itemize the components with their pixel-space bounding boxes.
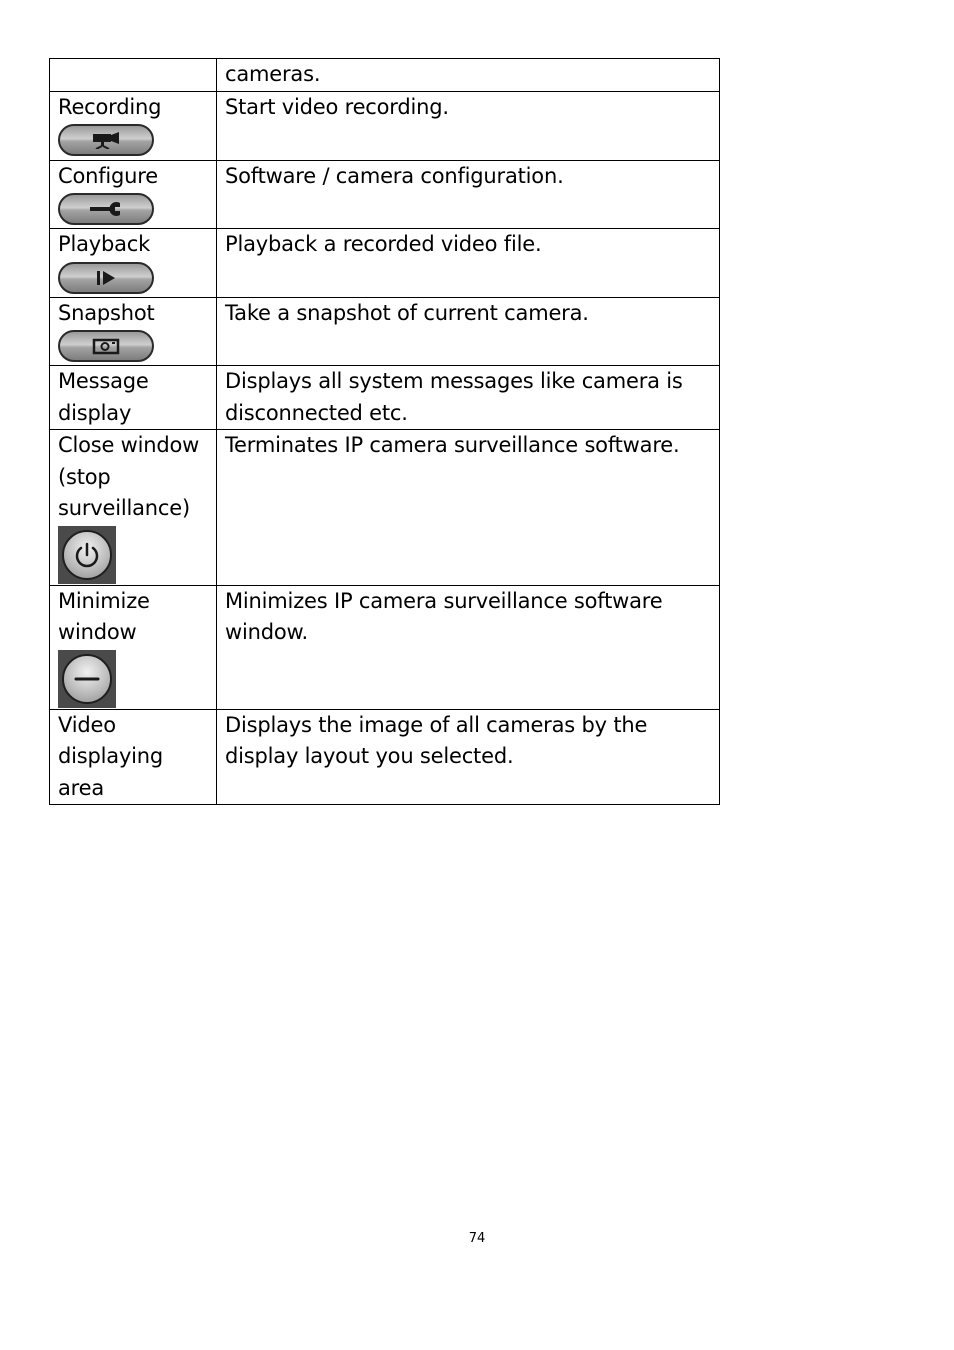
wrench-icon	[88, 201, 124, 217]
description-cell: Software / camera configuration.	[217, 160, 720, 229]
configure-button	[58, 193, 154, 225]
description-cell: Take a snapshot of current camera.	[217, 297, 720, 366]
table-row	[50, 585, 720, 709]
table-row	[50, 366, 720, 430]
video-camera-icon	[89, 131, 123, 149]
description-cell: Terminates IP camera surveillance software.	[217, 430, 720, 586]
table-row	[50, 297, 720, 366]
term-label: Playback	[58, 232, 151, 256]
term-cell	[50, 585, 217, 709]
term-cell	[50, 229, 217, 298]
term-cell	[50, 59, 217, 92]
term-label: Snapshot	[58, 300, 155, 325]
table-row	[50, 91, 720, 160]
feature-table	[49, 58, 720, 805]
power-icon	[72, 540, 102, 570]
minimize-window-button	[58, 650, 116, 708]
term-cell	[50, 297, 217, 366]
term-cell	[50, 160, 217, 229]
term-cell	[50, 430, 217, 586]
term-cell	[50, 91, 217, 160]
description-cell: Start video recording.	[217, 91, 720, 160]
page-number: 74	[468, 1231, 486, 1246]
description-cell: Minimizes IP camera surveillance software window.	[217, 585, 720, 709]
description-cell: cameras.	[217, 59, 720, 92]
term-label: Configure	[58, 163, 158, 188]
recording-button	[58, 124, 154, 156]
term-label: Recording	[58, 94, 162, 119]
table-row	[50, 59, 720, 92]
term-cell: Video displaying area	[50, 709, 217, 805]
description-cell: Playback a recorded video file.	[217, 229, 720, 298]
close-window-button	[58, 526, 116, 584]
term-cell: Message display	[50, 366, 217, 430]
play-icon	[95, 269, 117, 287]
playback-button	[58, 262, 154, 294]
table-row	[50, 430, 720, 586]
description-cell: Displays all system messages like camera is disconnected etc.	[217, 366, 720, 430]
table-row	[50, 160, 720, 229]
description-cell: Displays the image of all cameras by the display layout you selected.	[217, 709, 720, 805]
snapshot-button	[58, 330, 154, 362]
minus-circle-icon	[72, 664, 102, 694]
term-label: Minimize window	[58, 588, 150, 644]
term-label: Close window (stop surveillance)	[58, 433, 200, 520]
table-row	[50, 229, 720, 298]
camera-icon	[92, 337, 120, 355]
table-row	[50, 709, 720, 805]
